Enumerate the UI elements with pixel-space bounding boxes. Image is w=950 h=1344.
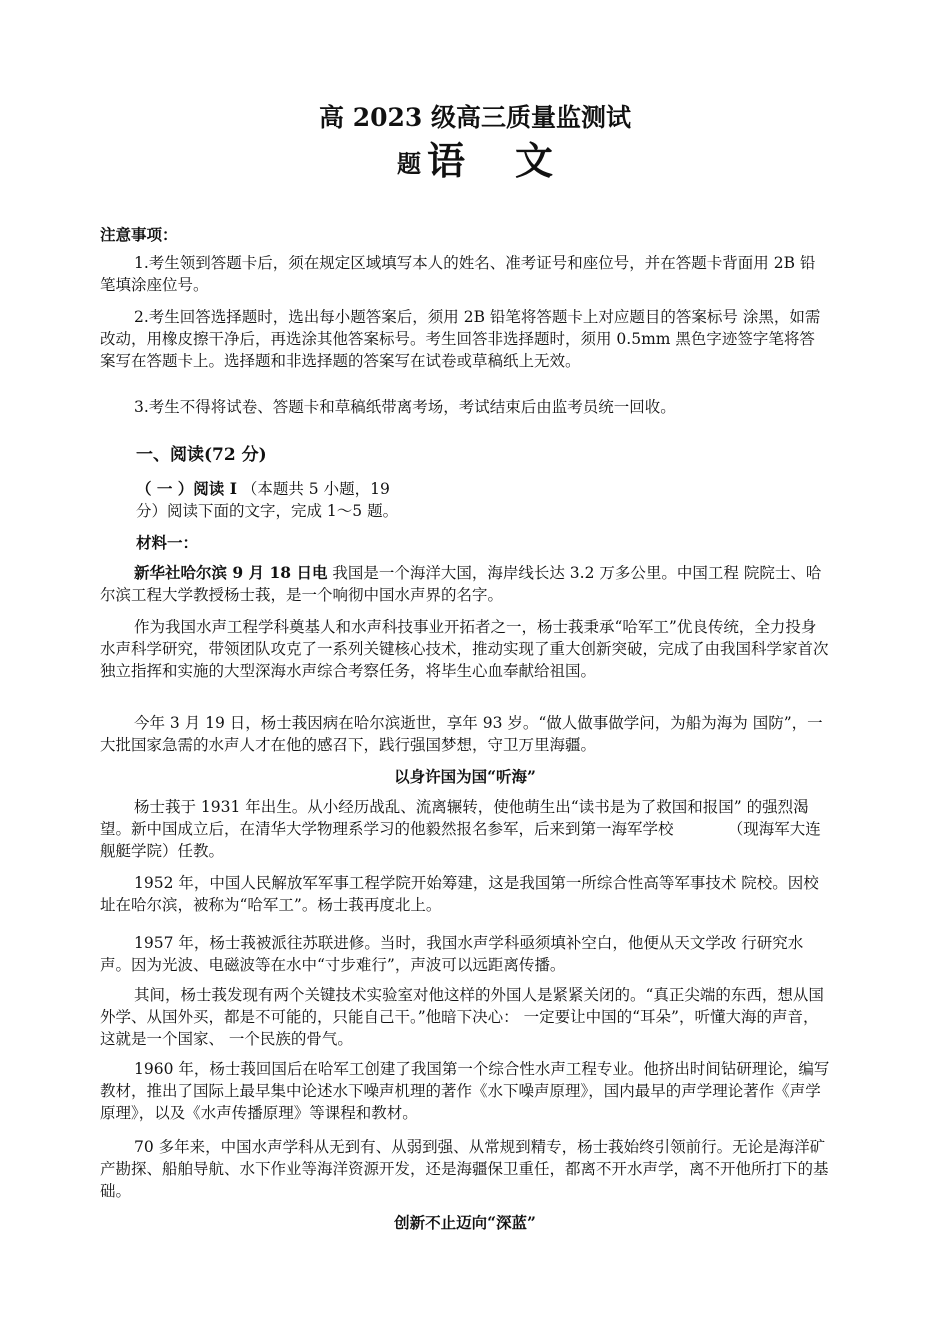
reading-intro-note: （本题共 5 小题，19 <box>236 480 390 498</box>
reading-intro-label: （ 一 ）阅读 I <box>136 479 237 498</box>
material-label: 材料一： <box>136 533 199 552</box>
article-subhead-1: 以身许国为国“听海” <box>394 767 536 786</box>
subject-title <box>0 130 950 185</box>
article-paragraph-1: 新华社哈尔滨 9 月 18 日电 我国是一个海洋大国，海岸线长达 3.2 万多公里。中国工程 院院士、哈尔滨工程大学教授杨士莪，是一个响彻中国水声界的名字。 <box>100 563 822 604</box>
notice-item-1: 1.考生领到答题卡后，须在规定区域填写本人的姓名、准考证号和座位号，并在答题卡背面用 2B 铅笔填涂座位号。 <box>100 254 816 294</box>
reading-intro-instruction: 分）阅读下面的文字，完成 1～5 题。 <box>136 502 399 520</box>
article-subhead-2: 创新不止迈向“深蓝” <box>394 1213 536 1232</box>
subject-title-char1: 语 <box>426 138 465 183</box>
notice-heading: 注意事项： <box>100 225 178 244</box>
article-paragraph-9: 70 多年来，中国水声学科从无到有、从弱到强、从常规到精专，杨士莪始终引领前行。无论是海洋矿产勘探、船舶导航、水下作业等海洋资源开发，还是海疆保卫重任，都离不开水声学，离不开他所打下的基础。 <box>100 1138 829 1200</box>
section-heading: 一、阅读(72 分) <box>136 445 267 465</box>
subject-title-prefix: 题 <box>396 149 421 178</box>
reading-intro <box>136 478 436 522</box>
exam-title: 高 2023 级高三质量监测试 <box>319 103 631 132</box>
article-paragraph-8: 1960 年，杨士莪回国后在哈军工创建了我国第一个综合性水声工程专业。他挤出时间钻研理论，编写教材，推出了国际上最早集中论述水下噪声机理的著作《水下噪声原理》，国内最早的声学理论著作《声学原理》，以及《水声传播原理》等课程和教材。 <box>100 1060 830 1122</box>
article-paragraph-7: 其间，杨士莪发现有两个关键技术实验室对他这样的外国人是紧紧关闭的。“真正尖端的东西，想从国外学、从国外买，都是不可能的，只能自己干。”他暗下决心： 一定要让中国的“耳朵”，听懂大海的声音，这就是一个国家、 一个民族的骨气。 <box>100 986 824 1048</box>
article-dateline: 新华社哈尔滨 9 月 18 日电 <box>134 563 328 582</box>
subject-title-char2: 文 <box>515 138 554 183</box>
notice-item-3: 3.考生不得将试卷、答题卡和草稿纸带离考场，考试结束后由监考员统一回收。 <box>134 398 676 416</box>
notice-item-2: 2.考生回答选择题时，选出每小题答案后，须用 2B 铅笔将答题卡上对应题目的答案标号 涂黑，如需改动，用橡皮擦干净后，再选涂其他答案标号。考生回答非选择题时，须用 0.5mm 黑色字迹签字笔将答案写在答题卡上。选择题和非选择题的答案写在试卷或草稿纸上无效。 <box>100 308 821 370</box>
article-paragraph-5: 1952 年，中国人民解放军军事工程学院开始筹建，这是我国第一所综合性高等军事技术 院校。因校址在哈尔滨，被称为“哈军工”。杨士莪再度北上。 <box>100 874 819 914</box>
article-paragraph-3: 今年 3 月 19 日，杨士莪因病在哈尔滨逝世，享年 93 岁。“做人做事做学问，为船为海为 国防”，一大批国家急需的水声人才在他的感召下，践行强国梦想，守卫万里海疆。 <box>100 714 823 754</box>
article-paragraph-2: 作为我国水声工程学科奠基人和水声科技事业开拓者之一，杨士莪秉承“哈军工”优良传统，全力投身水声科学研究，带领团队攻克了一系列关键核心技术，推动实现了重大创新突破，完成了由我国科学家首次独立指挥和实施的大型深海水声综合考察任务，将毕生心血奉献给祖国。 <box>100 618 829 680</box>
article-paragraph-6: 1957 年，杨士莪被派往苏联进修。当时，我国水声学科亟须填补空白，他便从天文学改 行研究水声。因为光波、电磁波等在水中“寸步难行”，声波可以远距离传播。 <box>100 934 804 974</box>
article-paragraph-4: 杨士莪于 1931 年出生。从小经历战乱、流离辗转，使他萌生出“读书是为了救国和报国” 的强烈渴望。新中国成立后，在清华大学物理系学习的他毅然报名参军，后来到第一海军学校 （现海军大连舰艇学院）任教。 <box>100 798 821 860</box>
